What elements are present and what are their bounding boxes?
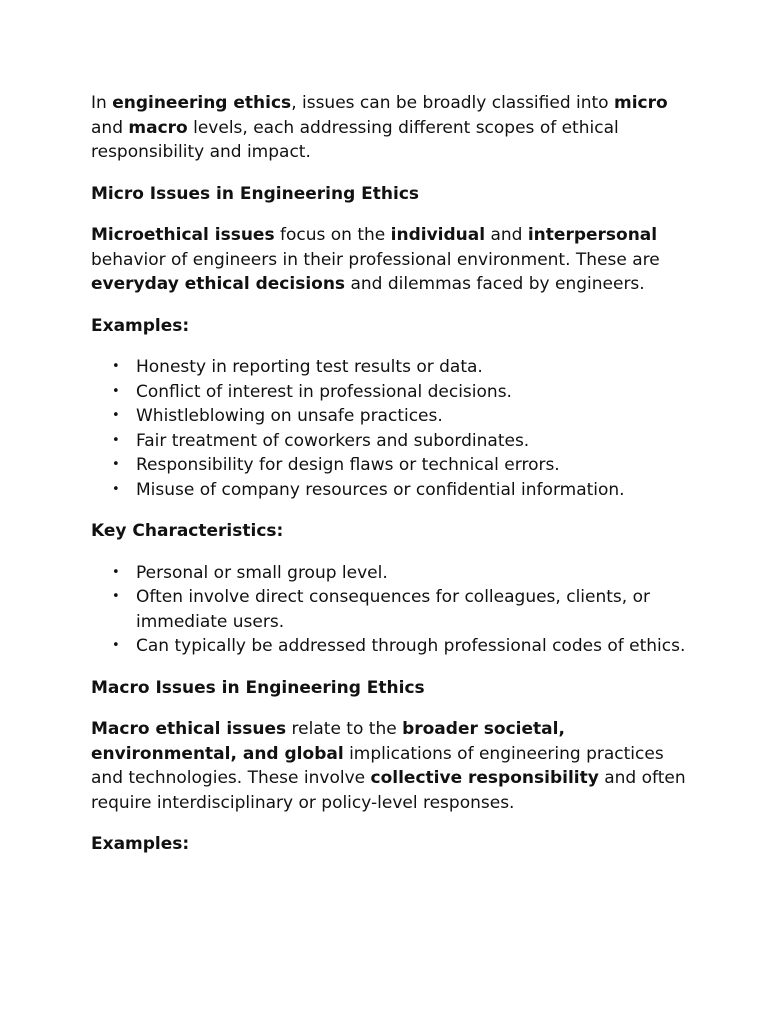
macro-text: relate to the — [286, 719, 403, 739]
bullet-icon: • — [112, 408, 120, 423]
macro-bold-term: Macro ethical issues — [91, 719, 287, 739]
micro-text: behavior of engineers in their professional environment. These are — [91, 249, 660, 270]
list-item — [91, 453, 691, 478]
list-item — [91, 585, 691, 634]
intro-text: , issues can be broadly classified into — [291, 93, 614, 113]
list-item — [91, 634, 691, 659]
macro-examples-heading: Examples: — [91, 834, 190, 854]
micro-text: and — [485, 225, 528, 245]
intro-bold-term: micro — [613, 93, 668, 113]
micro-bold-term: everyday ethical decisions — [91, 274, 346, 294]
intro-bold-term: engineering ethics — [112, 93, 292, 113]
macro-heading: Macro Issues in Engineering Ethics — [91, 677, 425, 698]
bullet-icon: • — [112, 564, 120, 580]
list-item-text: Fair treatment of coworkers and subordinates. — [136, 430, 530, 451]
list-item-text: Often involve direct consequences for colleagues, clients, or immediate users. — [136, 587, 650, 632]
micro-text: focus on the — [274, 225, 391, 245]
bullet-icon: • — [112, 383, 120, 399]
list-item-text: Conflict of interest in professional decisions. — [136, 381, 512, 402]
micro-characteristics-heading: Key Characteristics: — [91, 521, 284, 541]
bullet-icon: • — [112, 638, 120, 653]
intro-text: levels, each addressing different scopes of ethical responsibility and impact. — [91, 117, 619, 162]
macro-text: and often require interdisciplinary or policy-level responses. — [91, 768, 686, 813]
list-item-text: Personal or small group level. — [136, 562, 388, 583]
macro-bold-term: collective responsibility — [370, 768, 599, 788]
micro-bold-term: individual — [390, 225, 486, 245]
micro-examples-list — [91, 355, 691, 502]
list-item-text: Can typically be addressed through professional codes of ethics. — [136, 636, 686, 656]
list-item — [91, 355, 691, 380]
micro-description — [91, 223, 691, 297]
macro-bold-term: broader societal, environmental, and global — [91, 719, 565, 764]
macro-description — [91, 717, 691, 815]
micro-heading: Micro Issues in Engineering Ethics — [91, 183, 420, 204]
intro-text: and — [91, 117, 129, 138]
list-item — [91, 380, 691, 405]
list-item — [91, 561, 691, 586]
micro-bold-term: interpersonal — [527, 225, 658, 245]
list-item — [91, 404, 691, 429]
list-item-text: Honesty in reporting test results or data. — [136, 357, 483, 377]
bullet-icon: • — [112, 359, 120, 374]
list-item-text: Whistleblowing on unsafe practices. — [136, 406, 443, 426]
document-page — [91, 91, 691, 874]
micro-bold-term: Microethical issues — [91, 225, 275, 245]
list-item-text: Responsibility for design flaws or technical errors. — [136, 455, 560, 475]
list-item — [91, 478, 691, 503]
bullet-icon: • — [112, 481, 120, 497]
micro-text: and dilemmas faced by engineers. — [345, 274, 645, 294]
list-item — [91, 429, 691, 454]
bullet-icon: • — [112, 589, 120, 604]
micro-characteristics-list — [91, 561, 691, 659]
intro-paragraph — [91, 91, 691, 165]
macro-text: implications of engineering practices and technologies. These involve — [91, 743, 664, 788]
intro-bold-term: macro — [128, 117, 188, 138]
bullet-icon: • — [112, 457, 120, 472]
intro-text: In — [91, 93, 113, 113]
list-item-text: Misuse of company resources or confidential information. — [136, 479, 625, 500]
micro-examples-heading: Examples: — [91, 315, 190, 336]
bullet-icon: • — [112, 432, 120, 448]
